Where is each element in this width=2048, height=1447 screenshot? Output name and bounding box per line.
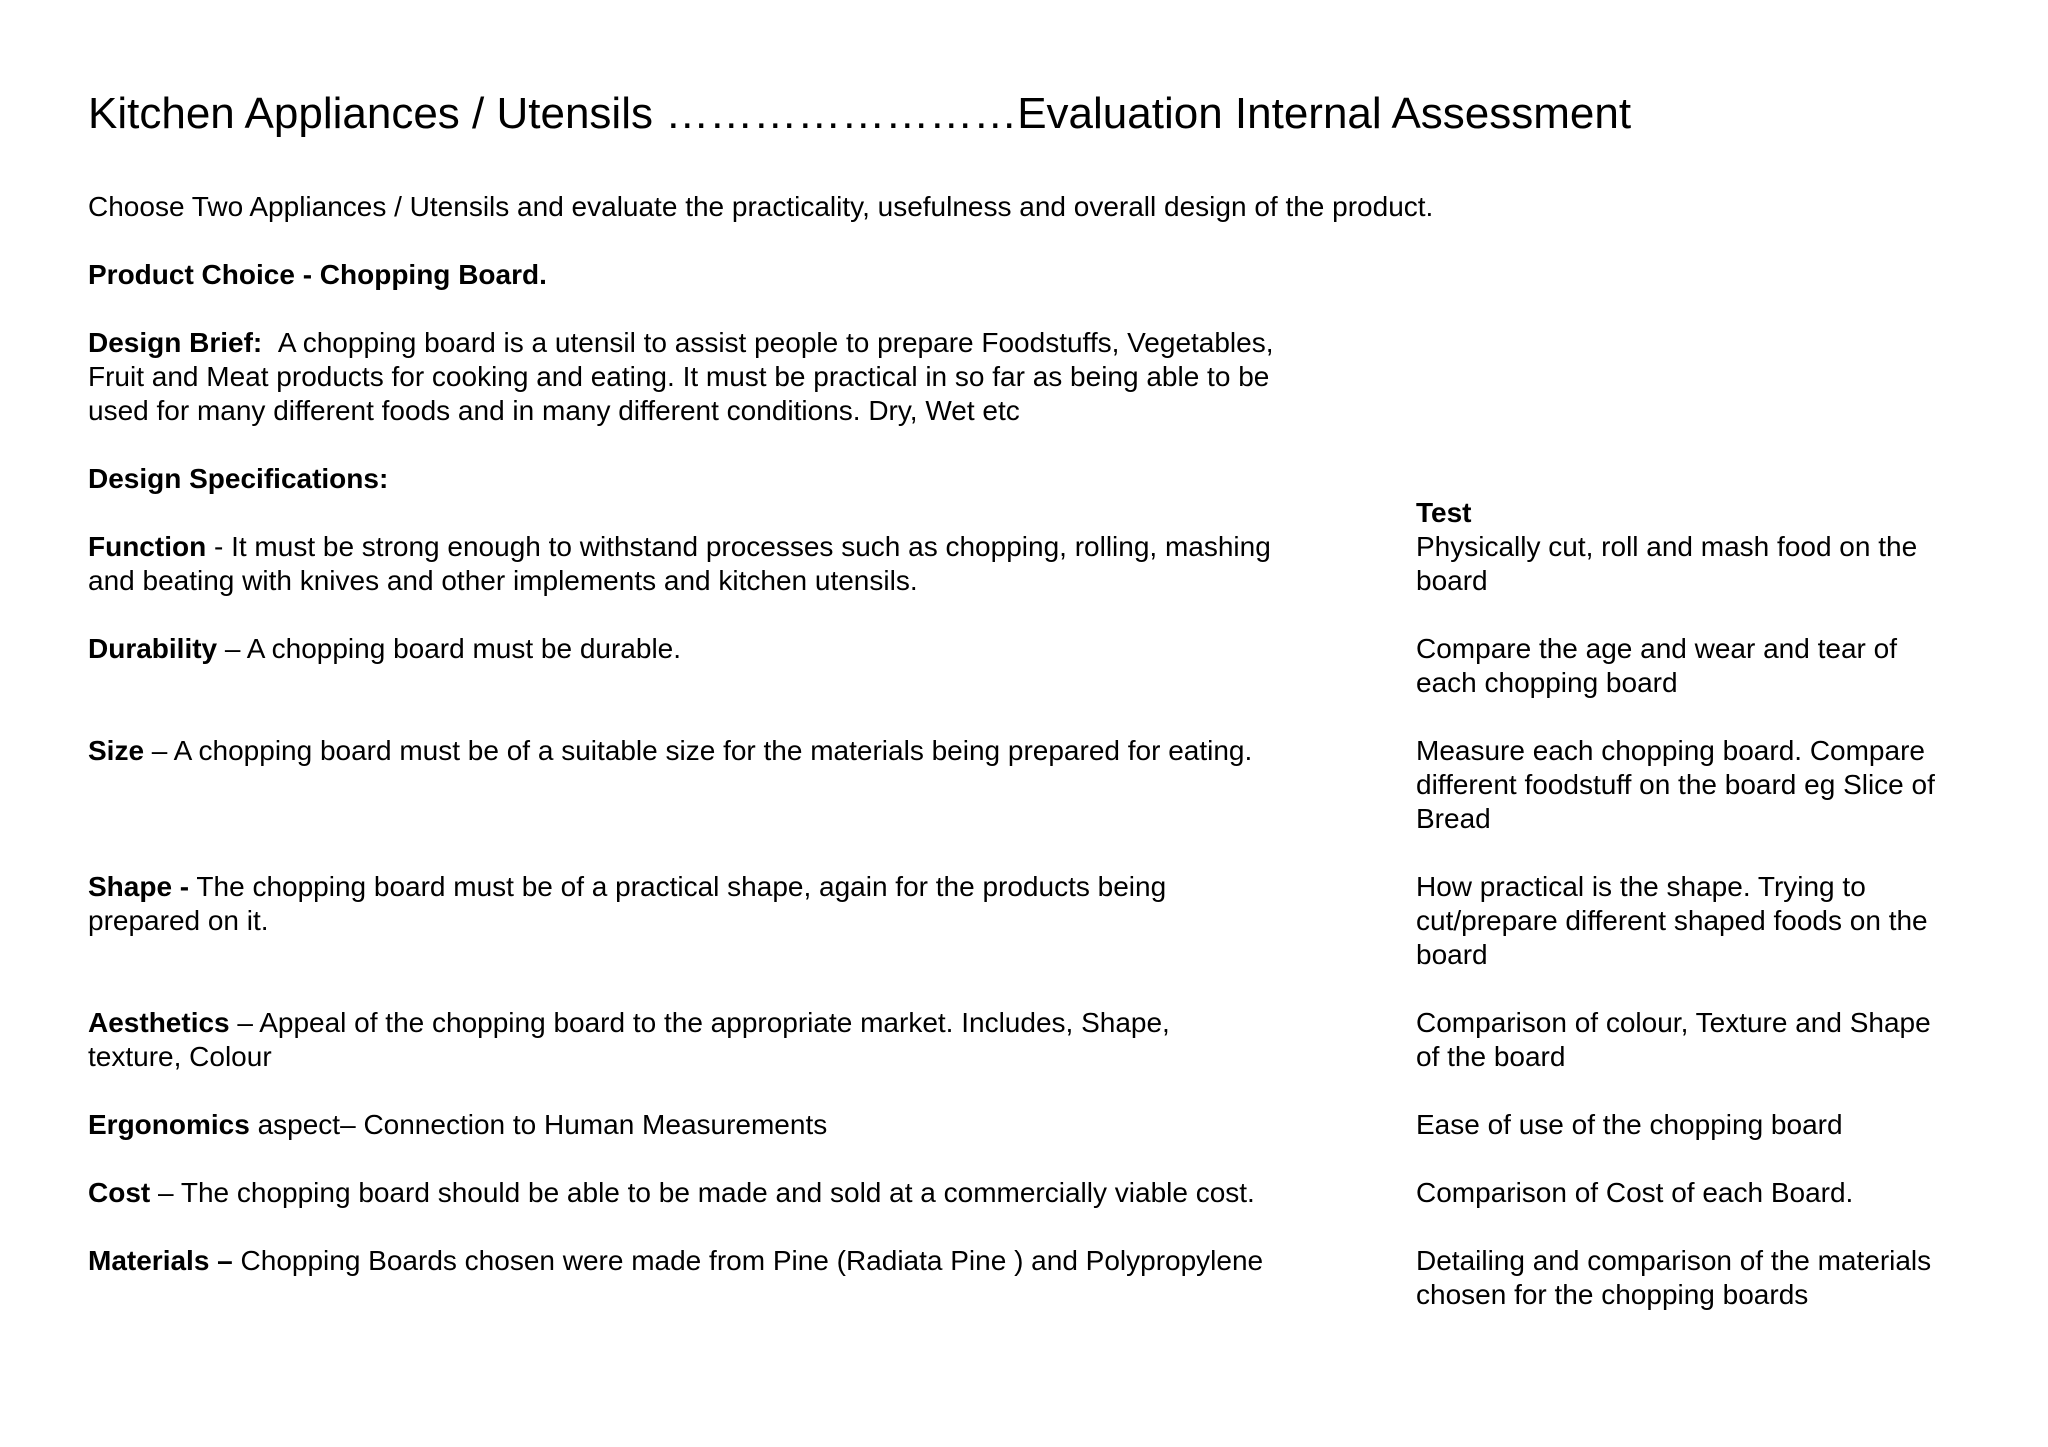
spec-line: texture, Colour [88, 1041, 272, 1072]
spec-shape [88, 870, 1388, 938]
test-aesthetics [1416, 1006, 2016, 1074]
spec-label: Materials – [88, 1245, 233, 1276]
spec-line [88, 734, 1388, 768]
spec-text: - It must be strong enough to withstand processes such as chopping, rolling, mashing [206, 531, 1271, 562]
spec-line [88, 1176, 1388, 1210]
test-line: of the board [1416, 1041, 1566, 1072]
test-heading: Test [1416, 497, 1472, 528]
spec-line [88, 1244, 1388, 1278]
spec-label: Durability [88, 633, 218, 664]
spec-line [88, 530, 1388, 564]
test-cost [1416, 1176, 2016, 1210]
test-line: board [1416, 939, 1488, 970]
test-line: Physically cut, roll and mash food on the [1416, 531, 1918, 562]
spec-label: Cost [88, 1177, 151, 1208]
test-line: Compare the age and wear and tear of [1416, 633, 1897, 664]
test-line: How practical is the shape. Trying to [1416, 871, 1866, 902]
spec-line: prepared on it. [88, 905, 269, 936]
spec-cost [88, 1176, 1388, 1210]
design-brief [88, 326, 1388, 428]
spec-text: The chopping board must be of a practical shape, again for the products being [189, 871, 1167, 902]
spec-materials [88, 1244, 1388, 1278]
test-line: Comparison of colour, Texture and Shape [1416, 1007, 1931, 1038]
spec-line [88, 632, 1388, 666]
spec-ergonomics [88, 1108, 1388, 1142]
spec-durability [88, 632, 1388, 666]
test-ergonomics [1416, 1108, 2016, 1142]
test-shape [1416, 870, 2016, 972]
test-line: Measure each chopping board. Compare [1416, 735, 1925, 766]
design-brief-label: Design Brief: [88, 327, 263, 358]
spec-text: – The chopping board should be able to be made and sold at a commercially viable cost. [150, 1177, 1255, 1208]
specs-heading: Design Specifications: [88, 463, 389, 494]
test-materials [1416, 1244, 2016, 1312]
test-line: cut/prepare different shaped foods on the [1416, 905, 1928, 936]
spec-text: – A chopping board must be durable. [217, 633, 682, 664]
spec-label: Shape - [88, 871, 190, 902]
test-line: chosen for the chopping boards [1416, 1279, 1809, 1310]
design-brief-line-2: Fruit and Meat products for cooking and eating. It must be practical in so far as being able to be [88, 361, 1270, 392]
spec-label: Function [88, 531, 207, 562]
test-durability [1416, 632, 2016, 700]
spec-line [88, 1108, 1388, 1142]
test-line: Bread [1416, 803, 1491, 834]
test-size [1416, 734, 2016, 836]
test-line: Comparison of Cost of each Board. [1416, 1177, 1854, 1208]
spec-size [88, 734, 1388, 768]
spec-aesthetics [88, 1006, 1388, 1074]
spec-label: Aesthetics [88, 1007, 230, 1038]
design-brief-text-1: A chopping board is a utensil to assist people to prepare Foodstuffs, Vegetables, [277, 327, 1274, 358]
spec-label: Ergonomics [88, 1109, 250, 1140]
test-line: different foodstuff on the board eg Slice of [1416, 769, 1935, 800]
spec-line [88, 1006, 1388, 1040]
page-title: Kitchen Appliances / Utensils ……………………Evaluation Internal Assessment [88, 89, 1632, 138]
spec-text: aspect– Connection to Human Measurements [249, 1109, 828, 1140]
spec-text: – A chopping board must be of a suitable size for the materials being prepared for eating. [144, 735, 1253, 766]
spec-line: and beating with knives and other implements and kitchen utensils. [88, 565, 918, 596]
spec-text: – Appeal of the chopping board to the appropriate market. Includes, Shape, [229, 1007, 1170, 1038]
spec-line [88, 870, 1388, 904]
test-line: board [1416, 565, 1488, 596]
test-line: each chopping board [1416, 667, 1678, 698]
test-line: Detailing and comparison of the materials [1416, 1245, 1932, 1276]
spec-label: Size [88, 735, 145, 766]
design-brief-line-1 [88, 326, 1388, 360]
design-brief-line-3: used for many different foods and in many different conditions. Dry, Wet etc [88, 395, 1020, 426]
product-choice: Product Choice - Chopping Board. [88, 259, 547, 290]
test-function [1416, 530, 2016, 598]
test-line: Ease of use of the chopping board [1416, 1109, 1843, 1140]
spec-text: Chopping Boards chosen were made from Pine (Radiata Pine ) and Polypropylene [232, 1245, 1264, 1276]
intro-text: Choose Two Appliances / Utensils and evaluate the practicality, usefulness and overall design of the product. [88, 191, 1434, 222]
spec-function [88, 530, 1388, 598]
